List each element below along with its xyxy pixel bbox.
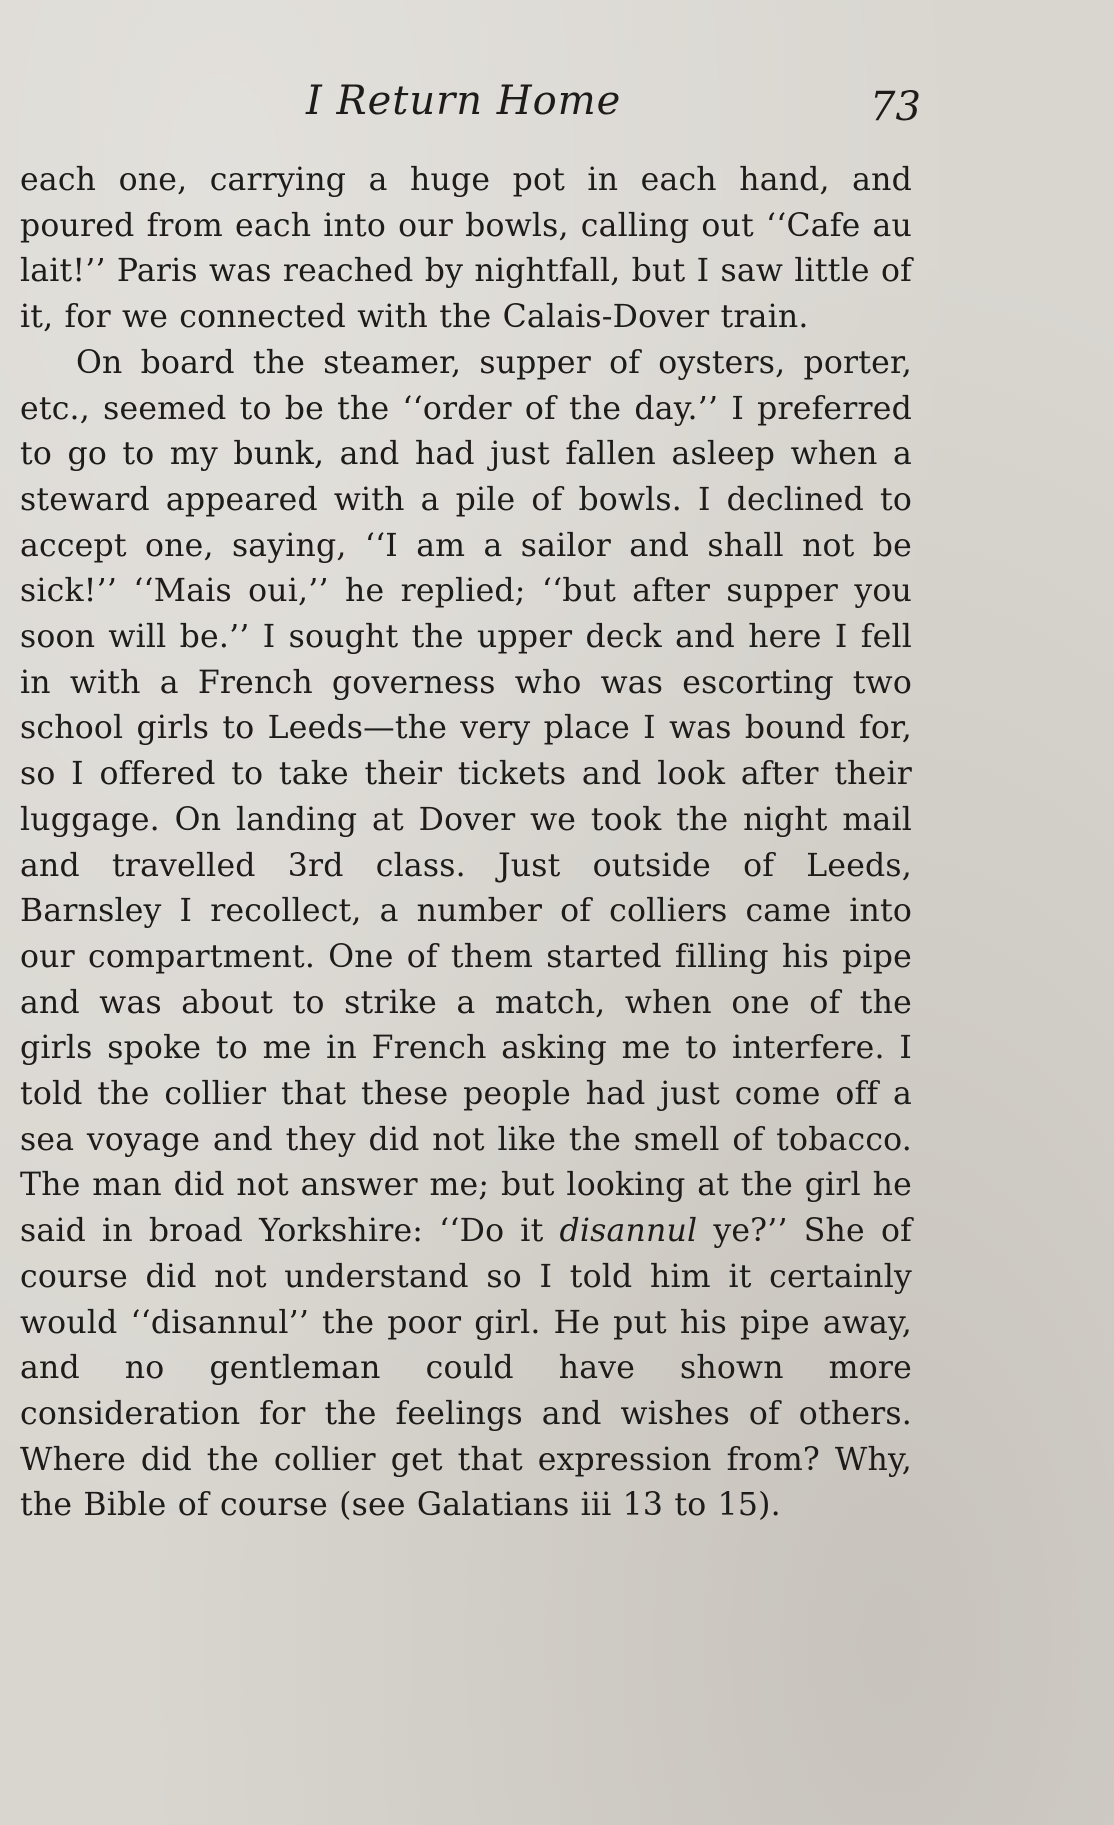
- running-title: I Return Home: [306, 78, 622, 124]
- paragraph-2: [20, 341, 912, 1529]
- body-text: [20, 158, 912, 1529]
- paragraph-2-part-1: On board the steamer, supper of oysters, porter, etc., seemed to be the ‘‘order of the day.’’ I preferred to go to my bunk, and had just fallen asleep when a steward appeared with a pile of bowls. I declined to accept one, saying, ‘‘I am a sailor and shall not be sick!’’ ‘‘Mais oui,’’ he replied; ‘‘but after supper you soon will be.’’ I sought the upper deck and here I fell in with a French governess who was escorting two school girls to Leeds—the very place I was bound for, so I offered to take their tickets and look after their luggage. On landing at Dover we took the night mail and travelled 3rd class. Just outside of Leeds, Barnsley I recollect, a number of colliers came into our compartment. One of them started filling his pipe and was about to strike a match, when one of the girls spoke to me in French asking me to interfere. I told the collier that these people had just come off a sea voyage and they did not like the smell of tobacco. The man did not answer me; but looking at the girl he said in broad Yorkshire: ‘‘Do it: [20, 344, 912, 1250]
- running-head: [20, 78, 920, 138]
- italic-word-disannul: disannul: [559, 1213, 698, 1250]
- paragraph-1: each one, carrying a huge pot in each hand, and poured from each into our bowls, calling out ‘‘Cafe au lait!’’ Paris was reached by nightfall, but I saw little of it, for we connected with the Calais-Dover train.: [20, 162, 912, 336]
- page-number: 73: [870, 84, 921, 130]
- paragraph-2-part-2: ye?’’ She of course did not understand so I told him it certainly would ‘‘disannul’’ the poor girl. He put his pipe away, and no gentleman could have shown more consideration for the feelings and wishes of others. Where did the collier get that expression from? Why, the Bible of course (see Galatians iii 13 to 15).: [20, 1213, 912, 1524]
